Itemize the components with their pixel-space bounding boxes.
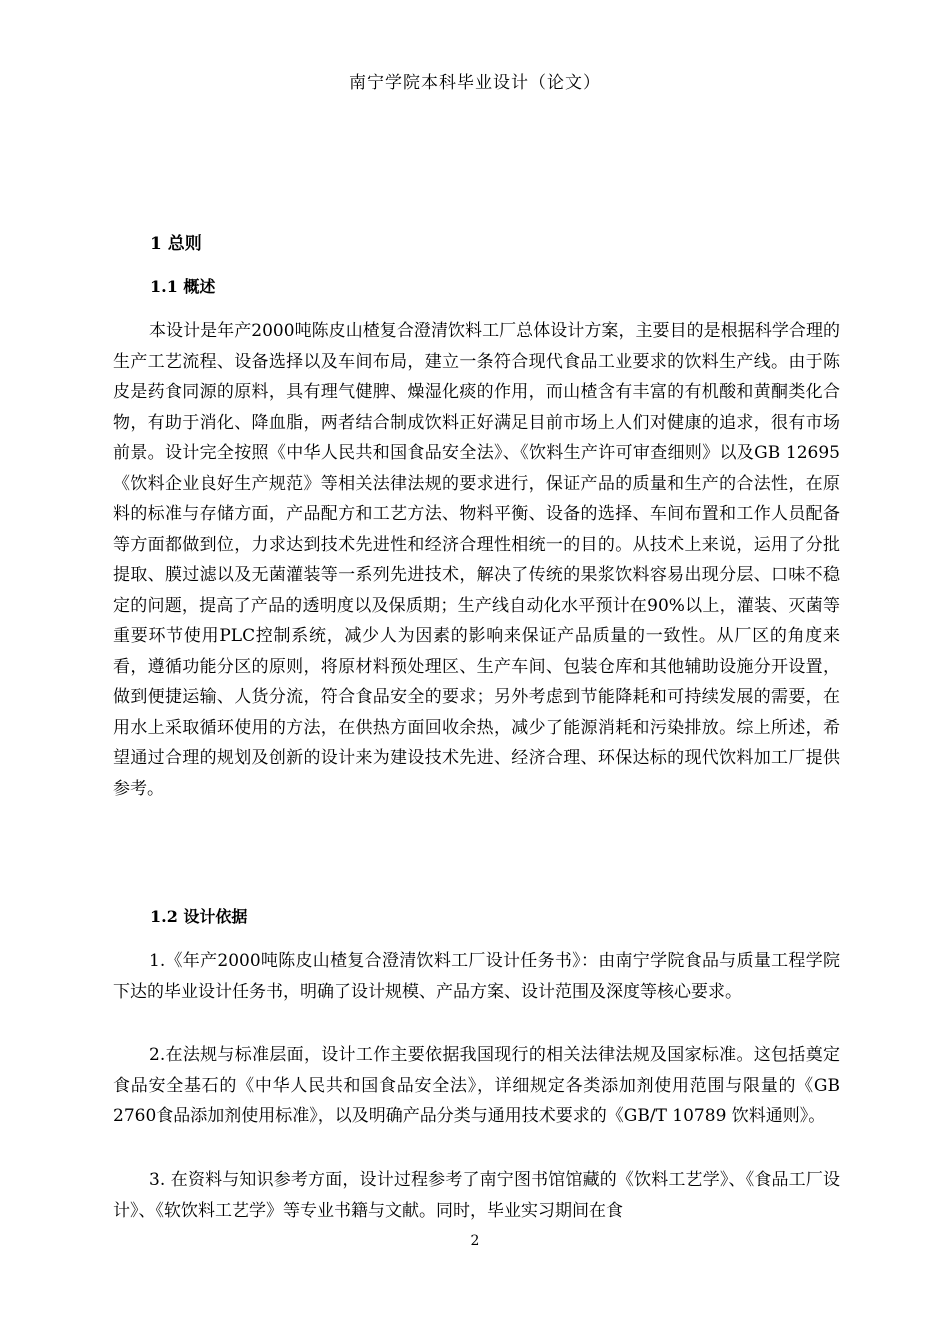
design-basis-item-1: 1.《年产2000吨陈皮山楂复合澄清饮料工厂设计任务书》：由南宁学院食品与质量工程学院下达的毕业设计任务书，明确了设计规模、产品方案、设计范围及深度等核心要求。 xyxy=(113,951,840,1002)
design-basis-item-3: 3. 在资料与知识参考方面，设计过程参考了南宁图书馆馆藏的《饮料工艺学》、《食品工厂设计》、《软饮料工艺学》等专业书籍与文献。同时，毕业实习期间在食 xyxy=(113,1170,840,1221)
section-heading-general: 1 总则 xyxy=(150,234,202,254)
section-heading-design-basis: 1.2 设计依据 xyxy=(150,907,248,926)
section-heading-overview: 1.1 概述 xyxy=(150,277,216,296)
design-basis-item-2: 2.在法规与标准层面，设计工作主要依据我国现行的相关法律法规及国家标准。这包括奠定食品安全基石的《中华人民共和国食品安全法》，详细规定各类添加剂使用范围与限量的《GB 2760食品添加剂使用标准》，以及明确产品分类与通用技术要求的《GB/T 10789 饮料通则》。 xyxy=(113,1045,840,1126)
overview-paragraph: 本设计是年产2000吨陈皮山楂复合澄清饮料工厂总体设计方案，主要目的是根据科学合理的生产工艺流程、设备选择以及车间布局，建立一条符合现代食品工业要求的饮料生产线。由于陈皮是药食同源的原料，具有理气健脾、燥湿化痰的作用，而山楂含有丰富的有机酸和黄酮类化合物，有助于消化、降血脂，两者结合制成饮料正好满足目前市场上人们对健康的追求，很有市场前景。设计完全按照《中华人民共和国食品安全法》、《饮料生产许可审查细则》以及GB 12695《饮料企业良好生产规范》等相关法律法规的要求进行，保证产品的质量和生产的合法性，在原料的标准与存储方面，产品配方和工艺方法、物料平衡、设备的选择、车间布置和工作人员配备等方面都做到位，力求达到技术先进性和经济合理性相统一的目的。从技术上来说，运用了分批提取、膜过滤以及无菌灌装等一系列先进技术，解决了传统的果浆饮料容易出现分层、口味不稳定的问题，提高了产品的透明度以及保质期；生产线自动化水平预计在90%以上，灌装、灭菌等重要环节使用PLC控制系统，减少人为因素的影响来保证产品质量的一致性。从厂区的角度来看，遵循功能分区的原则，将原材料预处理区、生产车间、包装仓库和其他辅助设施分开设置，做到便捷运输、人货分流，符合食品安全的要求；另外考虑到节能降耗和可持续发展的需要，在用水上采取循环使用的方法，在供热方面回收余热，减少了能源消耗和污染排放。综上所述，希望通过合理的规划及创新的设计来为建设技术先进、经济合理、环保达标的现代饮料加工厂提供参考。 xyxy=(113,321,840,799)
page-number: 2 xyxy=(470,1233,480,1249)
page-header: 南宁学院本科毕业设计（论文） xyxy=(349,73,601,93)
